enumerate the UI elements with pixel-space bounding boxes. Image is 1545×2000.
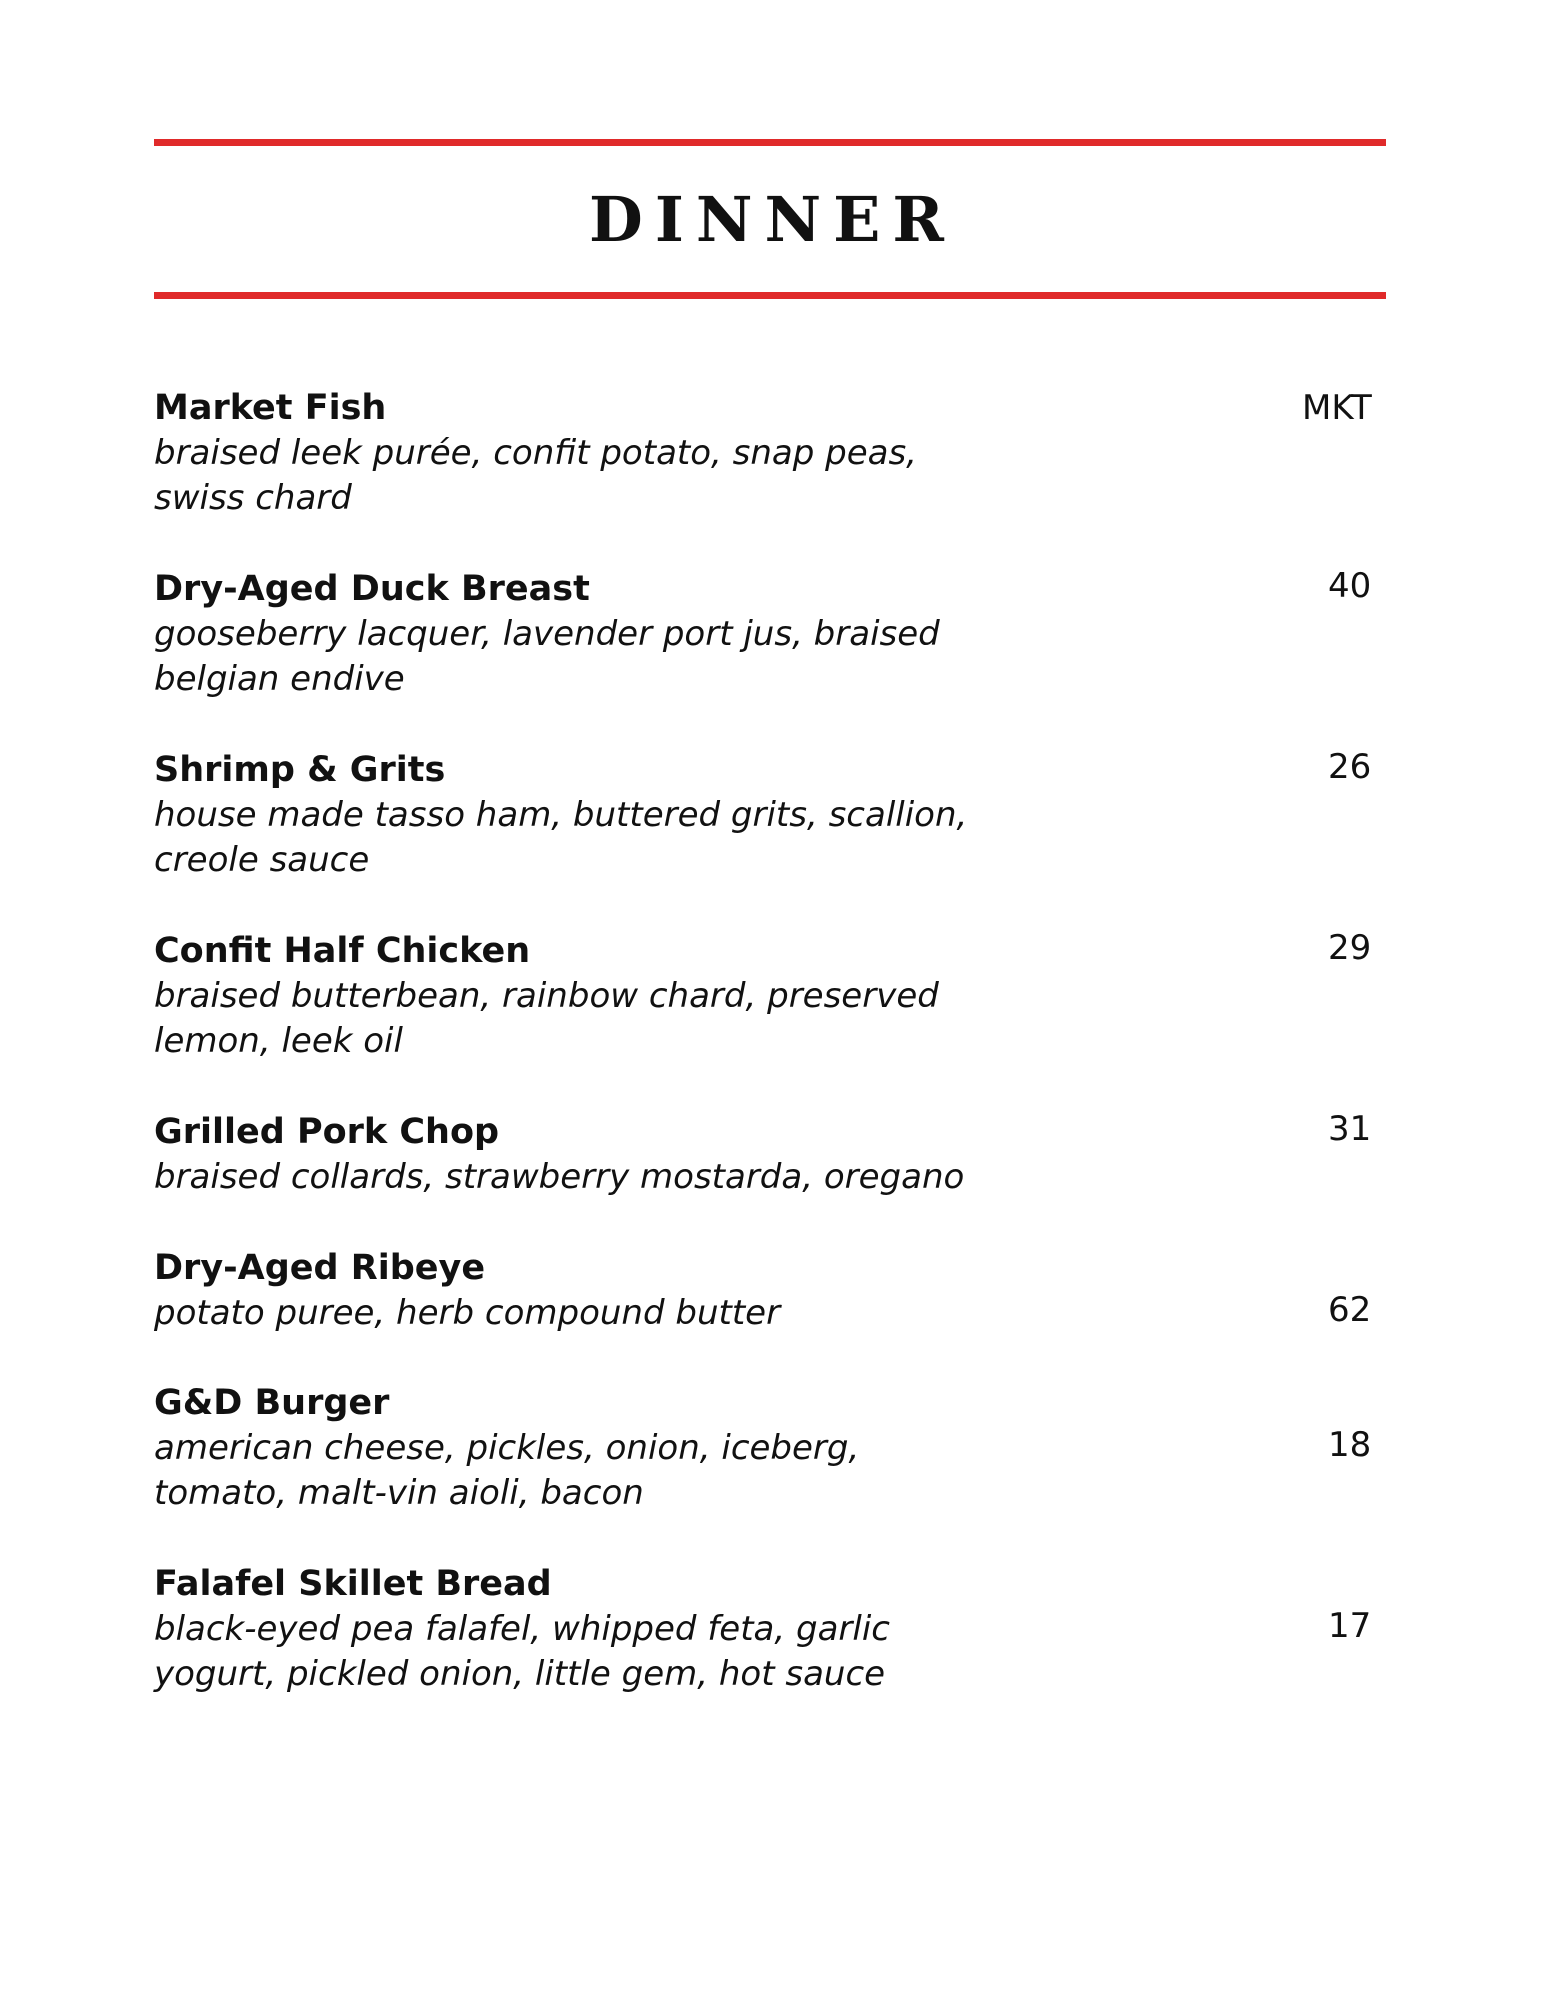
item-description-line: tomato, malt-vin aioli, bacon xyxy=(154,1473,644,1513)
item-description xyxy=(154,1607,1054,1697)
menu-item xyxy=(154,748,1386,883)
item-description-line: braised butterbean, rainbow chard, preserved xyxy=(154,976,939,1016)
item-description-line: braised leek purée, confit potato, snap peas, xyxy=(154,433,917,473)
item-description-line: american cheese, pickles, onion, iceberg, xyxy=(154,1428,860,1468)
item-name: Dry-Aged Ribeye xyxy=(154,1248,486,1288)
item-price: 62 xyxy=(1328,1290,1372,1330)
item-description-line: swiss chard xyxy=(154,478,352,518)
item-price: 31 xyxy=(1328,1109,1372,1149)
menu-item xyxy=(154,1246,1386,1336)
item-name: Market Fish xyxy=(154,388,387,428)
item-description xyxy=(154,1155,1054,1200)
item-price: 18 xyxy=(1328,1425,1372,1465)
menu-item xyxy=(154,1110,1386,1200)
item-description-line: belgian endive xyxy=(154,659,405,699)
menu-title: DINNER xyxy=(589,183,956,256)
item-description-line: gooseberry lacquer, lavender port jus, braised xyxy=(154,614,940,654)
item-name: Confit Half Chicken xyxy=(154,931,531,971)
item-price: 29 xyxy=(1328,928,1372,968)
menu-item xyxy=(154,1562,1386,1697)
item-description-line: creole sauce xyxy=(154,840,370,880)
item-description xyxy=(154,431,1054,521)
item-name: Dry-Aged Duck Breast xyxy=(154,569,590,609)
item-price: MKT xyxy=(1302,388,1372,428)
item-description-line: black-eyed pea falafel, whipped feta, garlic xyxy=(154,1609,890,1649)
item-description-line: braised collards, strawberry mostarda, oregano xyxy=(154,1157,965,1197)
item-price: 40 xyxy=(1328,566,1372,606)
item-name: Shrimp & Grits xyxy=(154,750,446,790)
item-name: Grilled Pork Chop xyxy=(154,1112,500,1152)
bottom-divider xyxy=(154,292,1386,299)
top-divider xyxy=(154,139,1386,146)
item-name: G&D Burger xyxy=(154,1383,390,1423)
item-description-line: potato puree, herb compound butter xyxy=(154,1293,781,1333)
menu-item xyxy=(154,929,1386,1064)
item-price: 17 xyxy=(1328,1606,1372,1646)
item-description xyxy=(154,612,1054,702)
item-description xyxy=(154,974,1054,1064)
item-description xyxy=(154,1291,1054,1336)
menu-item xyxy=(154,386,1386,521)
item-name: Falafel Skillet Bread xyxy=(154,1564,552,1604)
item-description-line: house made tasso ham, buttered grits, scallion, xyxy=(154,795,968,835)
item-description-line: lemon, leek oil xyxy=(154,1021,403,1061)
item-price: 26 xyxy=(1328,747,1372,787)
item-description-line: yogurt, pickled onion, little gem, hot sauce xyxy=(154,1654,886,1694)
item-description xyxy=(154,793,1054,883)
menu-item xyxy=(154,567,1386,702)
item-description xyxy=(154,1426,1054,1516)
menu-item xyxy=(154,1381,1386,1516)
